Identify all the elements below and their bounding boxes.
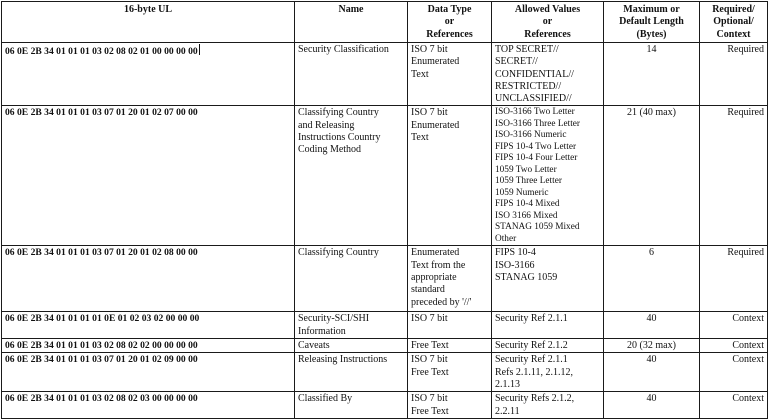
- data-type-cell: ISO 7 bit Free Text: [408, 392, 492, 419]
- ul-cell: 06 0E 2B 34 01 01 01 03 02 08 02 03 00 00 00 00: [2, 392, 295, 419]
- table-row: [2, 392, 768, 419]
- allowed-value: Security Ref 2.1.2: [495, 340, 568, 352]
- allowed-value: FIPS 10-4: [495, 247, 536, 259]
- allowed-value: 1059 Two Letter: [495, 164, 557, 175]
- allowed-values-cell: [492, 43, 604, 106]
- allowed-values-cell: [492, 392, 604, 419]
- allowed-value: TOP SECRET//: [495, 44, 559, 55]
- requirement-cell: Context: [700, 339, 768, 353]
- length-cell: 40: [604, 353, 700, 392]
- data-type-cell: ISO 7 bit: [408, 312, 492, 339]
- data-type-cell: ISO 7 bit Free Text: [408, 353, 492, 392]
- length-cell: 6: [604, 246, 700, 312]
- allowed-value: Security Ref 2.1.1: [495, 313, 568, 325]
- header-ul: 16-byte UL: [2, 2, 295, 43]
- table-row: [2, 312, 768, 339]
- ul-cell: [2, 43, 295, 106]
- requirement-cell: Context: [700, 353, 768, 392]
- name-cell: Releasing Instructions: [295, 353, 408, 392]
- data-type-cell: Free Text: [408, 339, 492, 353]
- length-cell: 40: [604, 392, 700, 419]
- allowed-value: STANAG 1059 Mixed: [495, 222, 580, 233]
- allowed-value: FIPS 10-4 Mixed: [495, 199, 560, 210]
- name-cell: Security-SCI/SHI Information: [295, 312, 408, 339]
- ul-cell: 06 0E 2B 34 01 01 01 03 07 01 20 01 02 08 00 00: [2, 246, 295, 312]
- allowed-value: SECRET//: [495, 56, 538, 68]
- allowed-value: ISO-3166 Three Letter: [495, 118, 581, 129]
- header-max-length: Maximum or Default Length (Bytes): [604, 2, 700, 43]
- allowed-value: 2.1.13: [495, 378, 520, 390]
- length-cell: 14: [604, 43, 700, 106]
- length-cell: 20 (32 max): [604, 339, 700, 353]
- length-cell: 21 (40 max): [604, 106, 700, 246]
- allowed-value: ISO-3166: [495, 259, 535, 271]
- allowed-value: Refs 2.1.11, 2.1.12,: [495, 366, 573, 378]
- requirement-cell: Context: [700, 312, 768, 339]
- allowed-value: RESTRICTED//: [495, 80, 562, 92]
- header-name: Name: [295, 2, 408, 43]
- name-cell: Classifying Country and Releasing Instructions Country Coding Method: [295, 106, 408, 246]
- allowed-values-cell: [492, 246, 604, 312]
- requirement-cell: Context: [700, 392, 768, 419]
- allowed-value: 1059 Three Letter: [495, 176, 562, 187]
- table-row: [2, 246, 768, 312]
- allowed-value: Other: [495, 233, 517, 244]
- requirement-cell: Required: [700, 43, 768, 106]
- name-cell: Caveats: [295, 339, 408, 353]
- length-cell: 40: [604, 312, 700, 339]
- allowed-value: CONFIDENTIAL//: [495, 68, 574, 80]
- header-required: Required/ Optional/ Context: [700, 2, 768, 43]
- allowed-value: FIPS 10-4 Two Letter: [495, 141, 577, 152]
- requirement-cell: Required: [700, 106, 768, 246]
- allowed-values-cell: [492, 106, 604, 246]
- ul-cell: 06 0E 2B 34 01 01 01 03 07 01 20 01 02 09 00 00: [2, 353, 295, 392]
- allowed-value: 1059 Numeric: [495, 187, 549, 198]
- allowed-value: FIPS 10-4 Four Letter: [495, 153, 578, 164]
- table-row: [2, 43, 768, 106]
- allowed-value: ISO-3166 Two Letter: [495, 107, 575, 118]
- data-type-cell: ISO 7 bit Enumerated Text: [408, 43, 492, 106]
- allowed-value: 2.2.11: [495, 405, 520, 417]
- allowed-values-cell: [492, 312, 604, 339]
- allowed-values-cell: [492, 353, 604, 392]
- ul-cell: 06 0E 2B 34 01 01 01 03 07 01 20 01 02 07 00 00: [2, 106, 295, 246]
- text-cursor: [199, 44, 200, 55]
- data-type-cell: Enumerated Text from the appropriate standard preceded by '//': [408, 246, 492, 312]
- allowed-value: ISO 3166 Mixed: [495, 210, 558, 221]
- allowed-values-cell: [492, 339, 604, 353]
- ul-cell: 06 0E 2B 34 01 01 01 01 0E 01 02 03 02 00 00 00: [2, 312, 295, 339]
- allowed-value: ISO-3166 Numeric: [495, 130, 567, 141]
- ul-cell: 06 0E 2B 34 01 01 01 03 02 08 02 02 00 00 00 00: [2, 339, 295, 353]
- table-header-row: [2, 2, 768, 43]
- requirement-cell: Required: [700, 246, 768, 312]
- allowed-value: STANAG 1059: [495, 272, 558, 284]
- data-type-cell: ISO 7 bit Enumerated Text: [408, 106, 492, 246]
- table-row: [2, 353, 768, 392]
- allowed-value: UNCLASSIFIED//: [495, 93, 572, 105]
- table-row: [2, 106, 768, 246]
- name-cell: Classifying Country: [295, 246, 408, 312]
- name-cell: Classified By: [295, 392, 408, 419]
- table-row: [2, 339, 768, 353]
- allowed-value: Security Refs 2.1.2,: [495, 393, 575, 405]
- allowed-value: Security Ref 2.1.1: [495, 354, 568, 366]
- header-data-type: Data Type or References: [408, 2, 492, 43]
- security-metadata-table: [1, 1, 768, 419]
- name-cell: Security Classification: [295, 43, 408, 106]
- ul-value: 06 0E 2B 34 01 01 01 03 02 08 02 01 00 00 00 00: [5, 46, 198, 57]
- header-allowed-values: Allowed Values or References: [492, 2, 604, 43]
